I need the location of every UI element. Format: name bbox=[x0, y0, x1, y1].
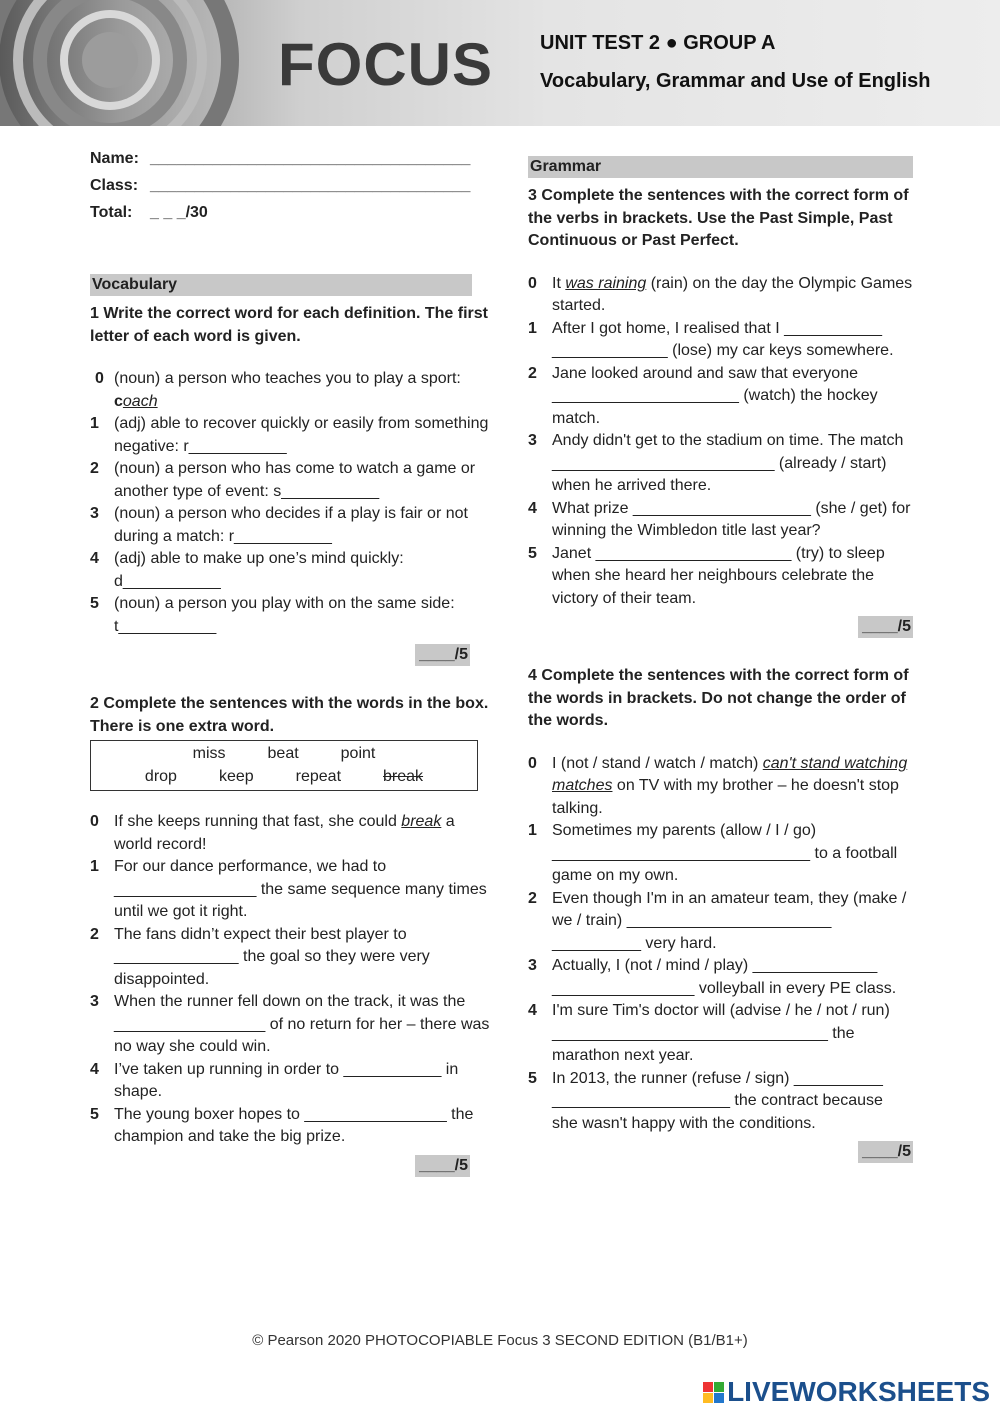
score-box: ____/5 bbox=[415, 1155, 470, 1177]
word-box-row-1 bbox=[91, 743, 477, 766]
unit-test-subtitle: Vocabulary, Grammar and Use of English bbox=[540, 70, 931, 92]
left-column bbox=[90, 146, 495, 1177]
word-box-word: repeat bbox=[295, 767, 342, 785]
item-text[interactable]: (noun) a person who decides if a play is fair or not during a match: r___________ bbox=[114, 505, 468, 545]
item-number: 3 bbox=[90, 993, 99, 1010]
name-label: Name: bbox=[90, 150, 139, 168]
item-number: 2 bbox=[528, 889, 537, 907]
item-number: 0 bbox=[90, 813, 99, 830]
item-text[interactable]: Jane looked around and saw that everyone _____________________ (watch) the hockey match. bbox=[552, 364, 878, 427]
item-number: 0 bbox=[528, 754, 537, 772]
item-number: 5 bbox=[90, 1105, 99, 1123]
item-text[interactable]: For our dance performance, we had to ________________ the same sequence many times until we got it right. bbox=[114, 858, 487, 920]
list-item bbox=[528, 1000, 913, 1068]
item-text[interactable]: I'm sure Tim's doctor will (advise / he / not / run) _______________________________ the marathon next year. bbox=[552, 1002, 890, 1064]
list-item bbox=[90, 548, 495, 593]
word-box-word: keep bbox=[218, 767, 254, 785]
list-item bbox=[528, 753, 913, 821]
list-item bbox=[528, 820, 913, 888]
list-item bbox=[528, 273, 913, 318]
list-item bbox=[90, 1104, 495, 1149]
example-answer: break bbox=[401, 813, 442, 830]
exercise-3-list bbox=[528, 273, 913, 611]
item-text[interactable]: Even though I'm in an amateur team, they (make / we / train) _______________________ __________ very hard. bbox=[552, 889, 907, 952]
focus-logo: FOCUS bbox=[278, 31, 493, 98]
item-number: 1 bbox=[528, 319, 537, 337]
list-item bbox=[90, 458, 495, 503]
exercise-3-score bbox=[528, 616, 913, 638]
item-text[interactable]: Andy didn't get to the stadium on time. The match _________________________ (already / start) when he arrived there. bbox=[552, 432, 904, 494]
item-text: It was raining (rain) on the day the Olympic Games started. bbox=[552, 274, 913, 314]
name-field[interactable]: ____________________________________ bbox=[150, 150, 471, 168]
item-text: If she keeps running that fast, she could break a world record! bbox=[114, 813, 455, 853]
score-box: ____/5 bbox=[858, 616, 913, 638]
vocabulary-heading: Vocabulary bbox=[90, 274, 472, 296]
list-item bbox=[528, 318, 913, 363]
list-item bbox=[528, 955, 913, 1000]
word-box-word: beat bbox=[267, 745, 299, 762]
exercise-4-instructions: 4 Complete the sentences with the correct form of the words in brackets. Do not change the order of the words. bbox=[528, 667, 909, 729]
exercise-1-score bbox=[90, 644, 495, 666]
list-item bbox=[90, 856, 495, 924]
exercise-4-list bbox=[528, 753, 913, 1136]
exercise-2-instructions: 2 Complete the sentences with the words in the box. There is one extra word. bbox=[90, 695, 489, 735]
item-number: 1 bbox=[528, 822, 537, 839]
liveworksheets-text: LIVEWORKSHEETS bbox=[727, 1376, 990, 1407]
item-text[interactable]: The young boxer hopes to ________________ the champion and take the big prize. bbox=[114, 1105, 474, 1145]
class-row bbox=[90, 173, 495, 200]
example-answer: oach bbox=[122, 392, 158, 410]
item-number: 4 bbox=[90, 1060, 99, 1078]
list-item bbox=[90, 811, 495, 856]
item-number: 3 bbox=[528, 957, 537, 974]
list-item bbox=[528, 888, 913, 956]
item-text[interactable]: (noun) a person who has come to watch a game or another type of event: s___________ bbox=[114, 460, 476, 500]
item-number: 0 bbox=[528, 274, 537, 292]
focus-logo-rings-icon bbox=[0, 0, 260, 126]
total-label: Total: bbox=[90, 204, 133, 222]
total-row bbox=[90, 200, 495, 227]
list-item bbox=[90, 924, 495, 992]
exercise-1-list bbox=[90, 368, 495, 638]
class-label: Class: bbox=[90, 177, 139, 195]
item-text: I (not / stand / watch / match) can't stand watching matches on TV with my brother – he doesn't stop talking. bbox=[552, 754, 908, 817]
right-column bbox=[528, 156, 913, 1163]
word-box-word: drop bbox=[144, 767, 177, 785]
liveworksheets-logo-icon bbox=[703, 1382, 724, 1403]
item-text[interactable]: After I got home, I realised that I ___________ _____________ (lose) my car keys somewhere. bbox=[552, 319, 894, 359]
item-number: 3 bbox=[90, 505, 99, 522]
item-text[interactable]: (adj) able to recover quickly or easily from something negative: r___________ bbox=[114, 415, 489, 455]
liveworksheets-watermark bbox=[703, 1376, 990, 1408]
item-text: (noun) a person who teaches you to play a sport: coach bbox=[114, 370, 461, 410]
total-field: _ _ _/30 bbox=[150, 204, 208, 222]
item-text[interactable]: (noun) a person you play with on the same side: t___________ bbox=[114, 595, 455, 635]
list-item bbox=[90, 368, 495, 413]
item-number: 2 bbox=[528, 364, 537, 382]
list-item bbox=[90, 593, 495, 638]
unit-test-title: UNIT TEST 2 ● GROUP A bbox=[540, 32, 776, 54]
item-text[interactable]: I’ve taken up running in order to ___________ in shape. bbox=[114, 1060, 459, 1100]
exercise-4-score bbox=[528, 1141, 913, 1163]
item-number: 0 bbox=[95, 370, 104, 387]
list-item bbox=[90, 503, 495, 548]
list-item bbox=[528, 1068, 913, 1136]
list-item bbox=[528, 363, 913, 431]
score-box: ____/5 bbox=[858, 1141, 913, 1163]
word-box-word-used: break bbox=[383, 767, 424, 785]
item-text[interactable]: Actually, I (not / mind / play) ______________ ________________ volleyball in every PE class. bbox=[552, 957, 897, 997]
item-number: 5 bbox=[90, 595, 99, 612]
name-row bbox=[90, 146, 495, 173]
exercise-2-list bbox=[90, 811, 495, 1149]
item-number: 2 bbox=[90, 925, 99, 943]
list-item bbox=[528, 430, 913, 498]
exercise-2-score bbox=[90, 1155, 495, 1177]
list-item bbox=[528, 543, 913, 611]
item-text[interactable]: The fans didn’t expect their best player to ______________ the goal so they were very disappointed. bbox=[114, 925, 430, 988]
item-number: 4 bbox=[528, 1002, 537, 1019]
item-text[interactable]: What prize ____________________ (she / get) for winning the Wimbledon title last year? bbox=[552, 499, 911, 539]
item-text[interactable]: Sometimes my parents (allow / I / go) _____________________________ to a football game on my own. bbox=[552, 822, 898, 884]
example-answer: was raining bbox=[565, 274, 647, 292]
list-item bbox=[90, 1059, 495, 1104]
score-box: ____/5 bbox=[415, 644, 470, 666]
class-field[interactable]: ____________________________________ bbox=[150, 177, 471, 195]
item-text[interactable]: Janet ______________________ (try) to sleep when she heard her neighbours celebrate the victory of their team. bbox=[552, 544, 885, 607]
word-box-row-2 bbox=[91, 766, 477, 789]
list-item bbox=[528, 498, 913, 543]
copyright-footer: © Pearson 2020 PHOTOCOPIABLE Focus 3 SECOND EDITION (B1/B1+) bbox=[252, 1332, 748, 1349]
item-number: 2 bbox=[90, 460, 99, 477]
item-text[interactable]: In 2013, the runner (refuse / sign) __________ ____________________ the contract because she wasn't happy with the conditions. bbox=[552, 1069, 883, 1132]
list-item bbox=[90, 413, 495, 458]
item-number: 4 bbox=[90, 550, 99, 567]
exercise-3-instructions: 3 Complete the sentences with the correct form of the verbs in brackets. Use the Past Simple, Past Continuous or Past Perfect. bbox=[528, 187, 909, 249]
exercise-1-instructions: 1 Write the correct word for each definition. The first letter of each word is given. bbox=[90, 305, 488, 345]
page-header bbox=[0, 0, 1000, 126]
item-text[interactable]: When the runner fell down on the track, it was the _________________ of no return for her – there was no way she could win. bbox=[114, 993, 490, 1055]
example-answer: can't stand watching matches bbox=[552, 754, 908, 794]
word-box-word: point bbox=[340, 745, 376, 762]
item-number: 1 bbox=[90, 415, 99, 432]
word-box bbox=[90, 740, 478, 791]
item-number: 3 bbox=[528, 432, 537, 449]
item-number: 1 bbox=[90, 858, 99, 875]
list-item bbox=[90, 991, 495, 1059]
item-number: 4 bbox=[528, 499, 537, 517]
item-number: 5 bbox=[528, 544, 537, 562]
grammar-heading: Grammar bbox=[528, 156, 913, 178]
word-box-word: miss bbox=[192, 745, 226, 762]
item-number: 5 bbox=[528, 1069, 537, 1087]
item-text[interactable]: (adj) able to make up one’s mind quickly: d___________ bbox=[114, 550, 404, 590]
